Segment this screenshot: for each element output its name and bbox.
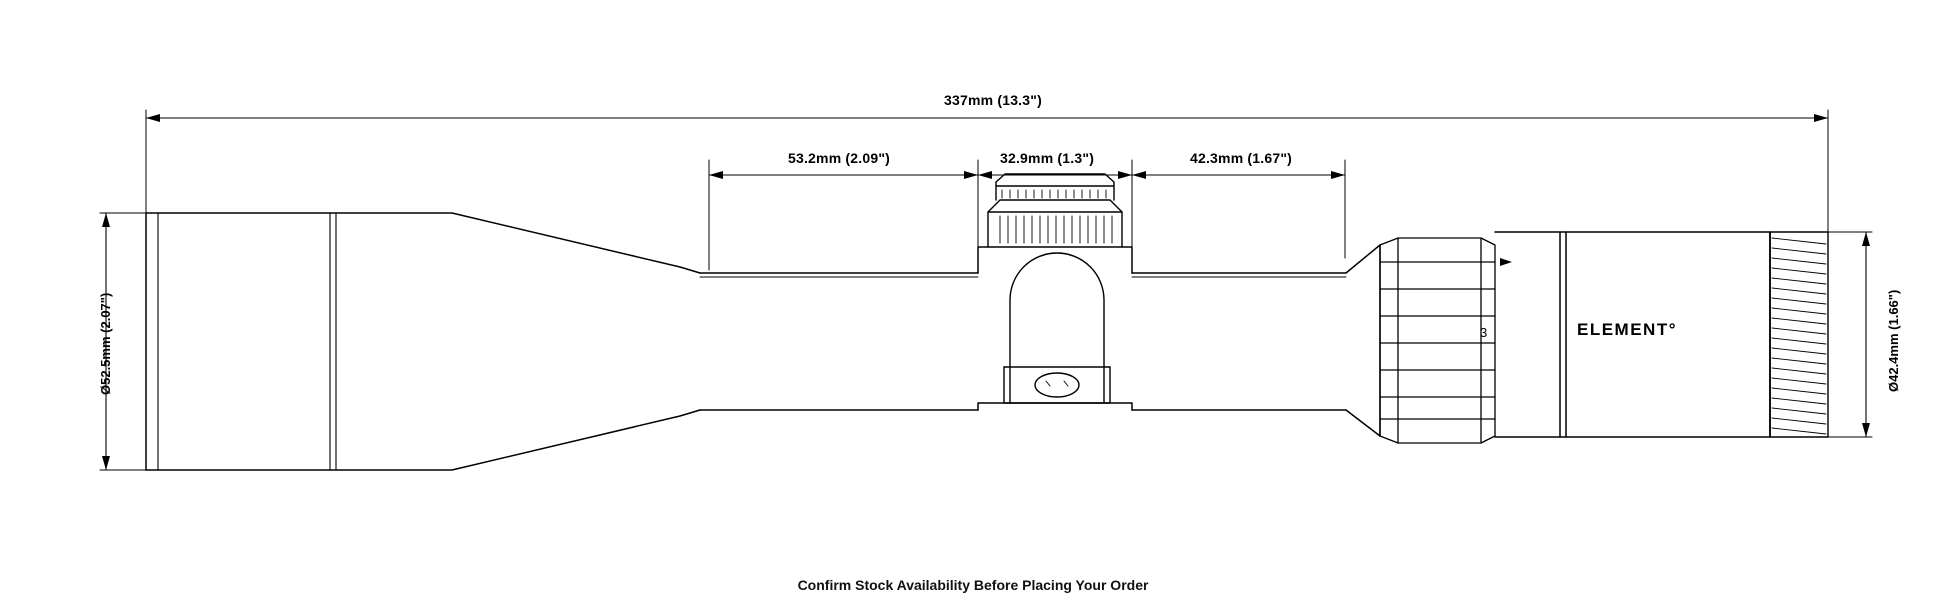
magnification-markings — [1480, 258, 1512, 340]
extension-lines — [100, 110, 1872, 470]
dimension-rear-segment-label: 42.3mm (1.67") — [1190, 150, 1293, 166]
dimension-rear-segment — [1132, 171, 1345, 179]
brand-logo — [1577, 320, 1677, 340]
dimension-overall-length-label: 337mm (13.3") — [944, 92, 1042, 108]
dimension-eyepiece-diameter-label: Ø42.4mm (1.66") — [1886, 289, 1901, 392]
brand-logo-degree: ° — [1668, 320, 1678, 339]
turret-knurling — [1000, 190, 1112, 243]
objective-rings — [158, 213, 336, 470]
stock-availability-note: Confirm Stock Availability Before Placing Your Order — [797, 577, 1149, 593]
dimension-turret-segment-label: 32.9mm (1.3") — [1000, 150, 1095, 166]
dimension-objective-diameter-label: Ø52.5mm (2.07") — [98, 292, 113, 395]
dimension-eyepiece-diameter — [1862, 232, 1870, 437]
dimension-overall-length — [146, 114, 1828, 122]
dimension-front-segment — [709, 171, 978, 179]
side-turret-detail — [1046, 381, 1068, 386]
magnification-ring — [1380, 238, 1495, 443]
dimension-front-segment-label: 53.2mm (2.09") — [788, 150, 891, 166]
side-parallax-turret — [1004, 253, 1110, 403]
ocular-knurl-threads — [1772, 238, 1826, 434]
svg-text:3: 3 — [1480, 325, 1488, 340]
brand-logo-text: ELEMENT — [1577, 320, 1669, 339]
scope-body-outline — [146, 213, 1380, 470]
ocular-knurled-ring — [1770, 232, 1828, 437]
